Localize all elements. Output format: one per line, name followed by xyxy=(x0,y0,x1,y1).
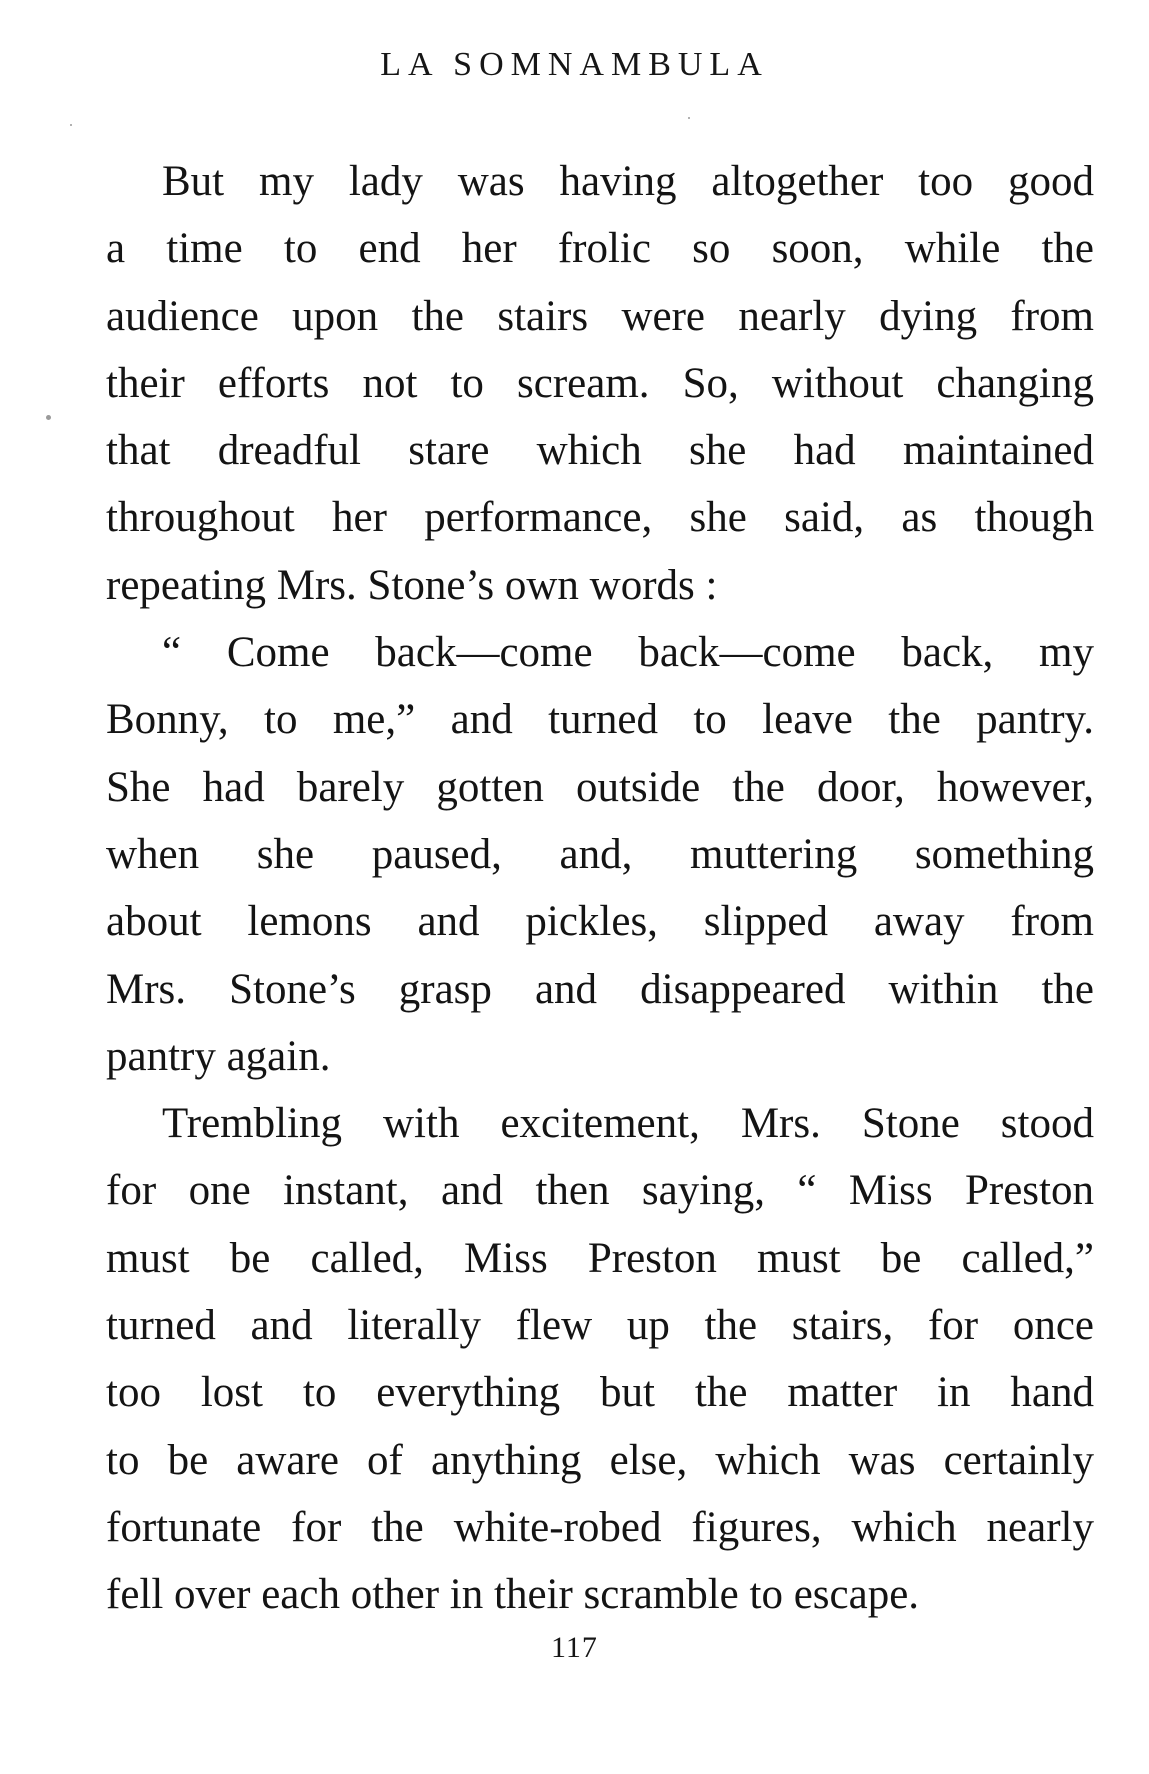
paragraph-3-line-6: to be aware of anything else, which was certainly xyxy=(106,1436,1094,1484)
paragraph-2-line-5: about lemons and pickles, slipped away from xyxy=(106,898,1094,946)
page-number: 117 xyxy=(551,1631,598,1664)
paragraph-2-line-1: “ Come back—come back—come back, my xyxy=(162,629,1094,677)
paragraph-2-line-6: Mrs. Stone’s grasp and disappeared within the xyxy=(106,965,1094,1013)
paragraph-1-line-6: throughout her performance, she said, as though xyxy=(106,494,1094,542)
paragraph-1-line-5: that dreadful stare which she had maintained xyxy=(106,427,1094,475)
paragraph-2-line-7: pantry again. xyxy=(106,1032,331,1080)
paragraph-3-line-4: turned and literally flew up the stairs, for once xyxy=(106,1302,1094,1350)
body-text xyxy=(106,148,1094,1629)
paragraph-1-line-4: their efforts not to scream. So, without changing xyxy=(106,359,1094,407)
paragraph-3-line-3: must be called, Miss Preston must be called,” xyxy=(106,1234,1094,1282)
paragraph-2-line-2: Bonny, to me,” and turned to leave the pantry. xyxy=(106,696,1094,744)
paragraph-1-line-7: repeating Mrs. Stone’s own words : xyxy=(106,561,718,609)
paragraph-3-line-5: too lost to everything but the matter in hand xyxy=(106,1369,1094,1417)
paragraph-1-line-3: audience upon the stairs were nearly dying from xyxy=(106,292,1094,340)
paragraph-3-line-7: fortunate for the white-robed figures, which nearly xyxy=(106,1503,1094,1551)
paragraph-3-line-1: Trembling with excitement, Mrs. Stone stood xyxy=(162,1100,1094,1148)
scan-speck xyxy=(70,124,72,126)
paragraph-1-line-2: a time to end her frolic so soon, while the xyxy=(106,225,1094,273)
scan-speck xyxy=(688,117,690,119)
paragraph-2-line-4: when she paused, and, muttering something xyxy=(106,830,1094,878)
paragraph-2-line-3: She had barely gotten outside the door, however, xyxy=(106,763,1094,811)
scan-speck xyxy=(46,415,51,420)
paragraph-3-line-8: fell over each other in their scramble to escape. xyxy=(106,1571,920,1619)
running-head: LA SOMNAMBULA xyxy=(380,46,769,83)
paragraph-3-line-2: for one instant, and then saying, “ Miss Preston xyxy=(106,1167,1094,1215)
paragraph-1-line-1: But my lady was having altogether too good xyxy=(162,158,1094,205)
